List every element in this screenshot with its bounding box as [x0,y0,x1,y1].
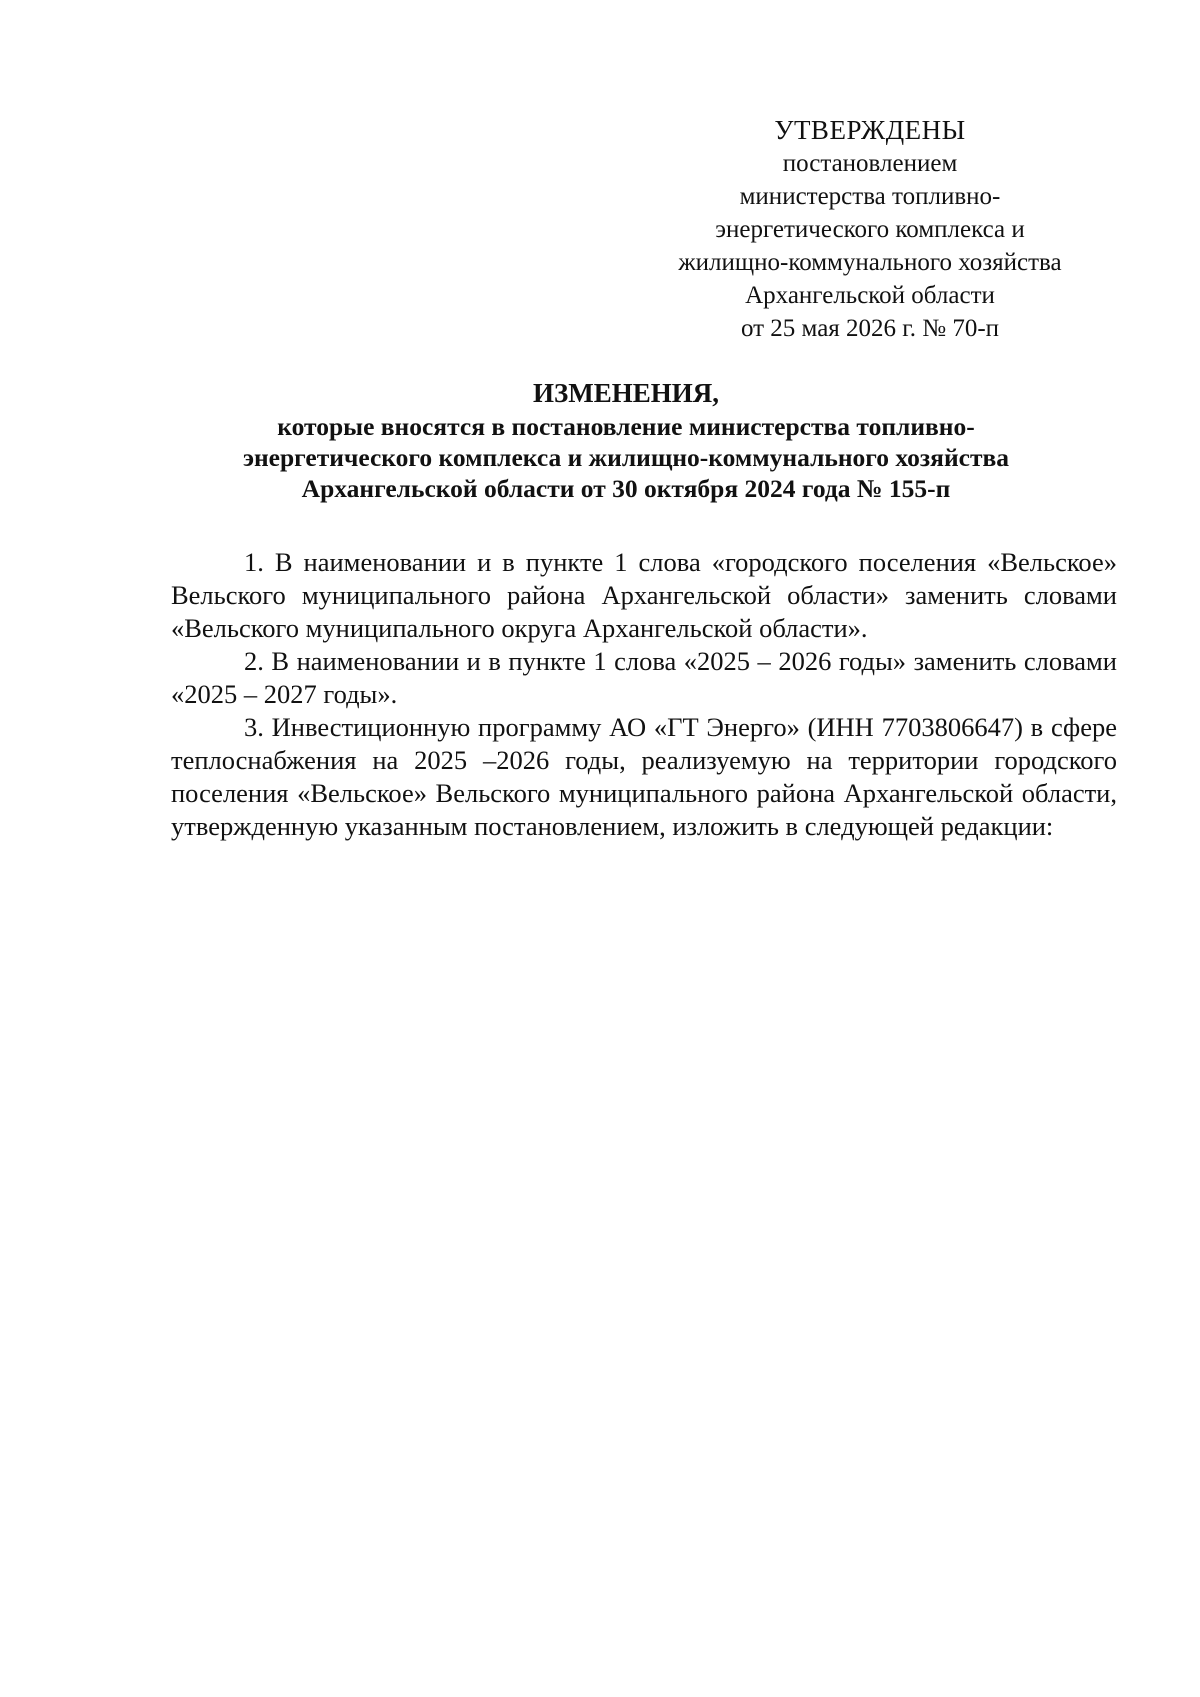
paragraph-1: 1. В наименовании и в пункте 1 слова «городского поселения «Вельское» Вельского муниципального района Архангельской области» заменить словами «Вельского муниципального округа Архангельской области». [171,547,1117,643]
heading-title: ИЗМЕНЕНИЯ, [532,378,719,408]
approval-line: Архангельской области [745,282,995,309]
approval-line: министерства топливно- [739,183,1001,210]
approval-line: постановлением [782,150,958,177]
document-body [171,546,1117,843]
document-heading [170,378,1082,504]
approval-date-number: от 25 мая 2026 г. № 70-п [740,315,1000,342]
paragraph-2: 2. В наименовании и в пункте 1 слова «2025 – 2026 годы» заменить словами «2025 – 2027 годы». [171,646,1117,709]
approval-block [640,114,1100,345]
approval-heading: УТВЕРЖДЕНЫ [774,115,966,145]
heading-line: энергетического комплекса и жилищно-коммунального хозяйства [242,443,1010,472]
approval-line: жилищно-коммунального хозяйства [678,249,1062,276]
heading-line: Архангельской области от 30 октября 2024 года № 155-п [301,474,951,503]
heading-line: которые вносятся в постановление министерства топливно- [277,412,975,441]
approval-line: энергетического комплекса и [715,216,1025,243]
paragraph-3: 3. Инвестиционную программу АО «ГТ Энерго» (ИНН 7703806647) в сфере теплоснабжения на 2025 –2026 годы, реализуемую на территории городского поселения «Вельское» Вельского муниципального района Архангельской области, утвержденную указанным постановлением, изложить в следующей редакции: [171,712,1117,841]
